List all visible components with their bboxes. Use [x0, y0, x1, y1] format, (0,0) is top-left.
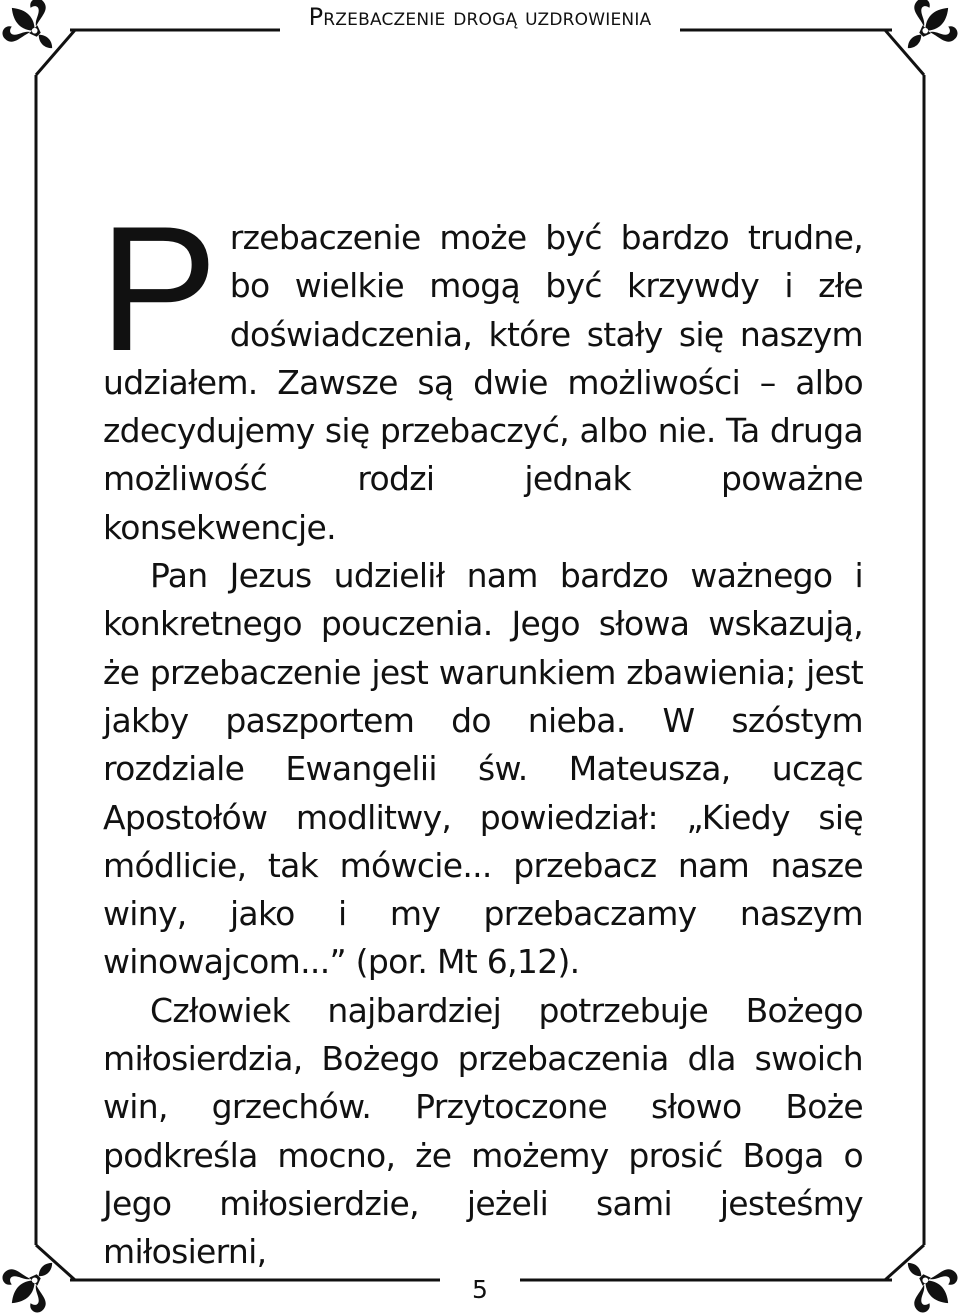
paragraph-1: [99, 189, 863, 552]
body-text: [99, 189, 863, 1277]
page-number: 5: [472, 1275, 488, 1304]
running-header-title: Przebaczenie drogą uzdrowienia: [308, 3, 652, 31]
drop-cap: P: [99, 189, 218, 388]
running-header: [0, 2, 960, 32]
paragraph-3: Człowiek najbardziej potrzebuje Bożego miłosierdzia, Bożego przebaczenia dla swoich win, grzechów. Przytoczone słowo Boże podkreśla mocno, że możemy prosić Boga o Jego miłosierdzie, jeżeli sami jesteśmy miłosierni,: [103, 990, 863, 1272]
paragraph-2: Pan Jezus udzielił nam bardzo ważnego i konkretnego pouczenia. Jego słowa wskazują, że przebaczenie jest warunkiem zbawienia; jest jakby paszportem do nieba. W szóstym rozdziale Ewangelii św. Mateusza, ucząc Apostołów modlitwy, powiedział: „Kiedy się módlicie, tak mówcie... przebacz nam nasze winy, jako i my przebaczamy naszym winowajcom...” (por. Mt 6,12).: [103, 556, 863, 982]
paragraph-1-text: rzebaczenie może być bardzo trudne, bo wielkie mogą być krzywdy i złe doświadczenia, które stały się naszym udziałem. Zawsze są dwie możliwości – albo zdecydujemy się przebaczyć, albo nie. Ta druga możliwość rodzi jednak poważne konsekwencje.: [103, 218, 863, 547]
